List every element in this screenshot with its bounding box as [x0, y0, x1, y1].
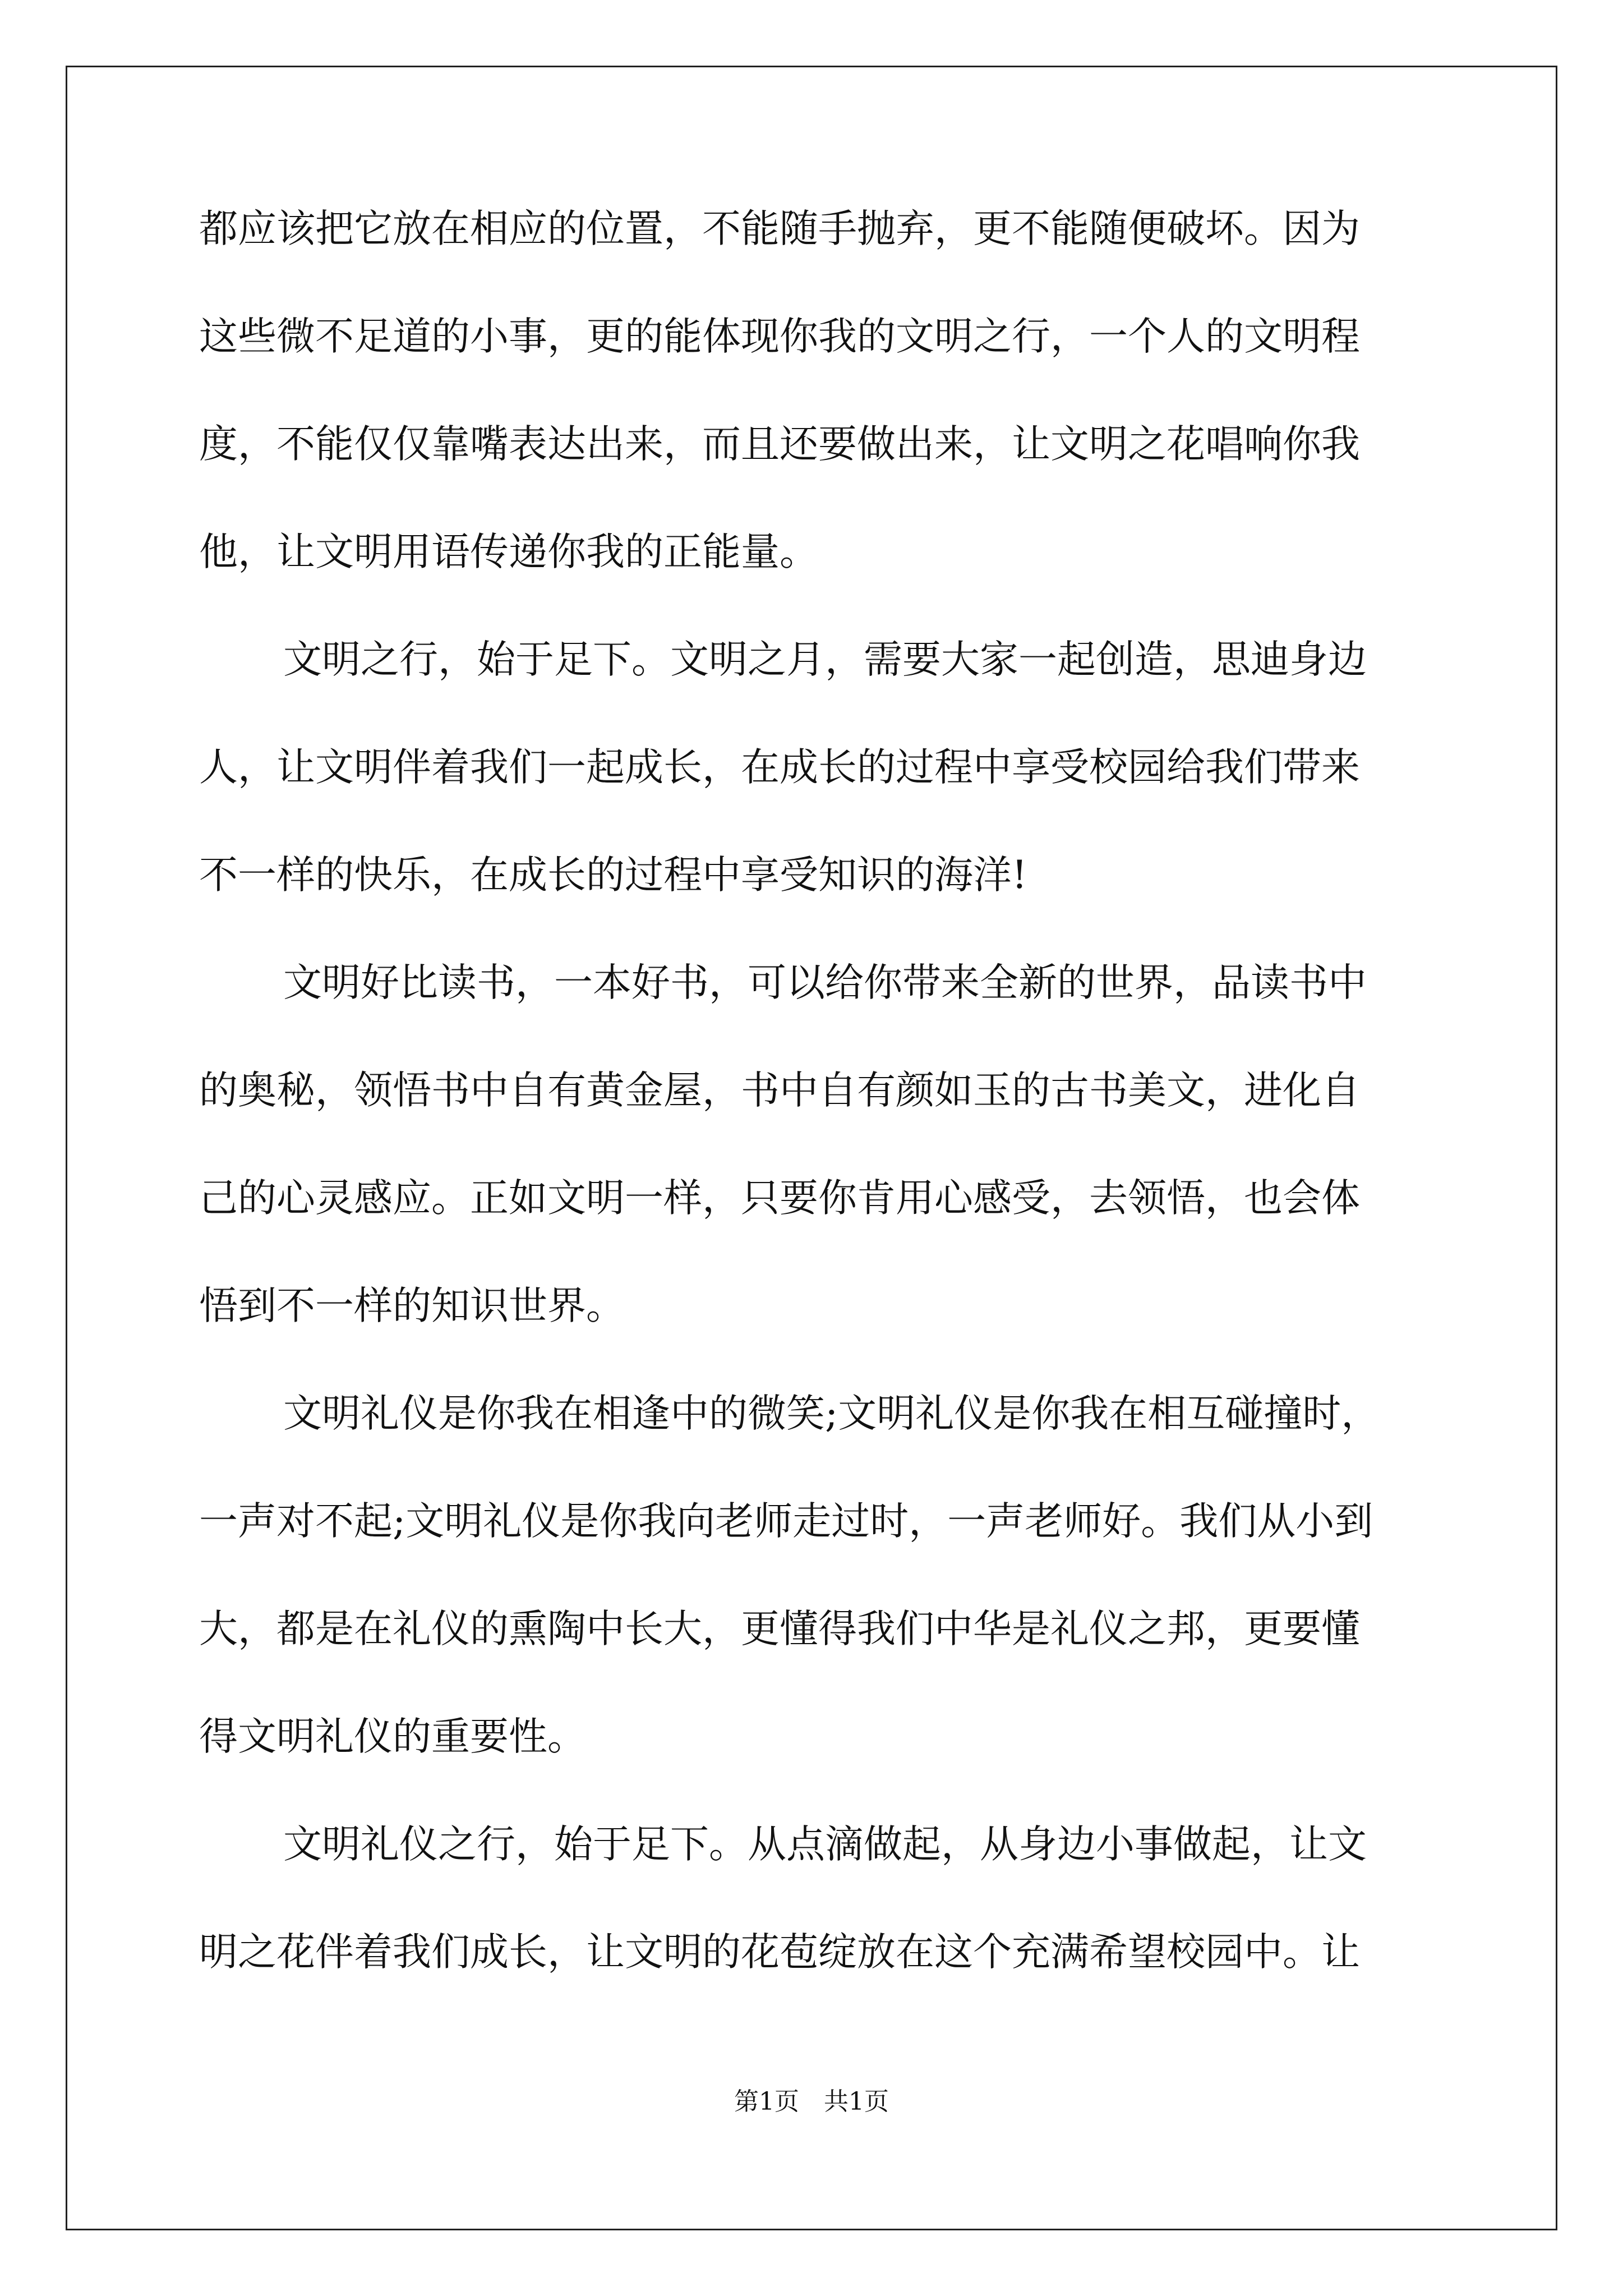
text-line: 悟到不一样的知识世界。: [199, 1283, 625, 1328]
text-line: 人，让文明伴着我们一起成长，在成长的过程中享受校园给我们带来: [199, 745, 1360, 790]
text-line: 的奥秘，领悟书中自有黄金屋，书中自有颜如玉的古书美文，进化自: [199, 1068, 1360, 1113]
paragraph-first-line: 文明好比读书，一本好书，可以给你带来全新的世界，品读书中: [283, 960, 1367, 1005]
text-line: 不一样的快乐，在成长的过程中享受知识的海洋!: [199, 853, 1027, 898]
text-line: 都应该把它放在相应的位置，不能随手抛弃，更不能随便破坏。因为: [199, 206, 1360, 251]
text-line: 这些微不足道的小事，更的能体现你我的文明之行，一个人的文明程: [199, 314, 1360, 359]
text-line: 他，让文明用语传递你我的正能量。: [199, 530, 818, 574]
page-number-footer: 第1页 共1页: [734, 2087, 889, 2116]
text-line: 明之花伴着我们成长，让文明的花苞绽放在这个充满希望校园中。让: [199, 1930, 1360, 1975]
paragraph-first-line: 文明礼仪是你我在相逢中的微笑;文明礼仪是你我在相互碰撞时，: [283, 1391, 1380, 1436]
text-line: 大，都是在礼仪的熏陶中长大，更懂得我们中华是礼仪之邦，更要懂: [199, 1607, 1360, 1651]
text-line: 己的心灵感应。正如文明一样，只要你肯用心感受，去领悟，也会体: [199, 1176, 1360, 1221]
text-line: 度，不能仅仅靠嘴表达出来，而且还要做出来，让文明之花唱响你我: [199, 422, 1360, 467]
text-line: 得文明礼仪的重要性。: [199, 1714, 586, 1759]
paragraph-first-line: 文明之行，始于足下。文明之月，需要大家一起创造，思迪身边: [283, 637, 1367, 682]
paragraph-first-line: 文明礼仪之行，始于足下。从点滴做起，从身边小事做起，让文: [283, 1822, 1367, 1867]
page-border: [66, 66, 1557, 2230]
text-line: 一声对不起;文明礼仪是你我向老师走过时，一声老师好。我们从小到: [199, 1499, 1373, 1544]
